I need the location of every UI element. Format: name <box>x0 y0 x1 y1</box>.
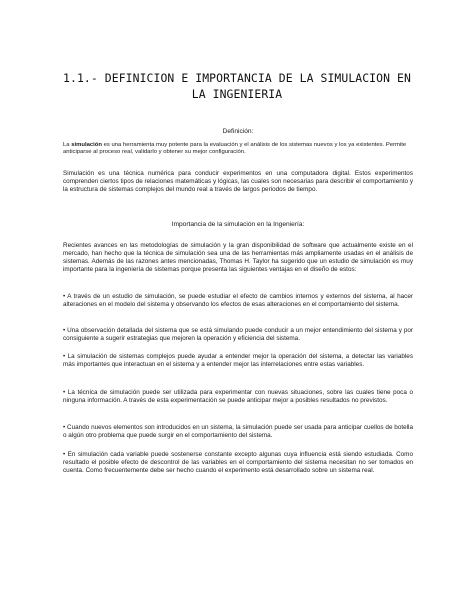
def-lead: La <box>63 142 72 148</box>
definition-paragraph-1 <box>63 142 413 157</box>
definition-paragraph-2: Simulación es una técnica numérica para conducir experimentos en una computadora digital. Estos experimentos comprenden ciertos tipos de relaciones matemáticas y lógicas, las cuales son necesarias para describir el comportamiento y la estructura de sistemas complejos del mundo real a través de largos periodos de tiempo. <box>63 170 413 193</box>
importancia-intro: Recientes avances en las metodologías de simulación y la gran disponibilidad de software que actualmente existe en el mercado, han hecho que la técnica de simulación sea una de las herramientas más ampliamente usadas en el análisis de sistemas. Además de las razones antes mencionadas, Thomas H. Taylor ha sugerido que un estudio de simulación es muy importante para la ingeniería de sistemas porque presenta las siguientes ventajas en el diseño de estos: <box>63 242 413 273</box>
bullet-5: • Cuando nuevos elementos son introducidos en un sistema, la simulación puede ser usada para anticipar cuellos de botella o algún otro problema que puede surgir en el comportamiento del sistema. <box>63 424 413 439</box>
bullet-3: • La simulación de sistemas complejos puede ayudar a entender mejor la operación del sistema, a detectar las variables más importantes que interactuan en el sistema y a entender mejor las interrelaciones entre estas variables. <box>63 353 413 368</box>
bullet-1: • A través de un estudio de simulación, se puede estudiar el efecto de cambios internos y externos del sistema, al hacer alteraciones en el modelo del sistema y observando los efectos de esas alteraciones en el comportamiento del sistema. <box>63 293 413 308</box>
def-term: simulación <box>71 142 102 148</box>
bullet-2: • Una observación detallada del sistema que se está simulando puede conducir a un mejor entendimiento del sistema y por consiguiente a sugerir estrategias que mejoren la operación y eficiencia del sistema. <box>63 327 413 342</box>
def-rest: es una herramienta muy potente para la evaluación y el análisis de los sistemas nuevos y los ya existentes. Permite anticiparse al proceso real, validarlo y obtener su mejor configuración. <box>63 142 407 156</box>
importancia-heading: Importancia de la simulación en la Ingeniería: <box>171 221 305 228</box>
bullet-6: • En simulación cada variable puede sostenerse constante excepto algunas cuya influencia está siendo estudiada. Como resultado el posible efecto de descontrol de las variables en el comportamiento del sistema necesitan no ser tomados en cuenta. Como frecuentemente debe ser hecho cuando el experimento está desarrollado sobre un sistema real. <box>63 451 413 474</box>
page-title: 1.1.- DEFINICION E IMPORTANCIA DE LA SIMULACION EN LA INGENIERIA <box>63 71 411 101</box>
definicion-heading: Definición: <box>222 128 254 135</box>
bullet-4: • La técnica de simulación puede ser utilizada para experimentar con nuevas situaciones, sobre las cuales tiene poca o ninguna información. A través de esta experimentación se puede anticipar mejor a posibles resultados no previstos. <box>63 389 413 404</box>
